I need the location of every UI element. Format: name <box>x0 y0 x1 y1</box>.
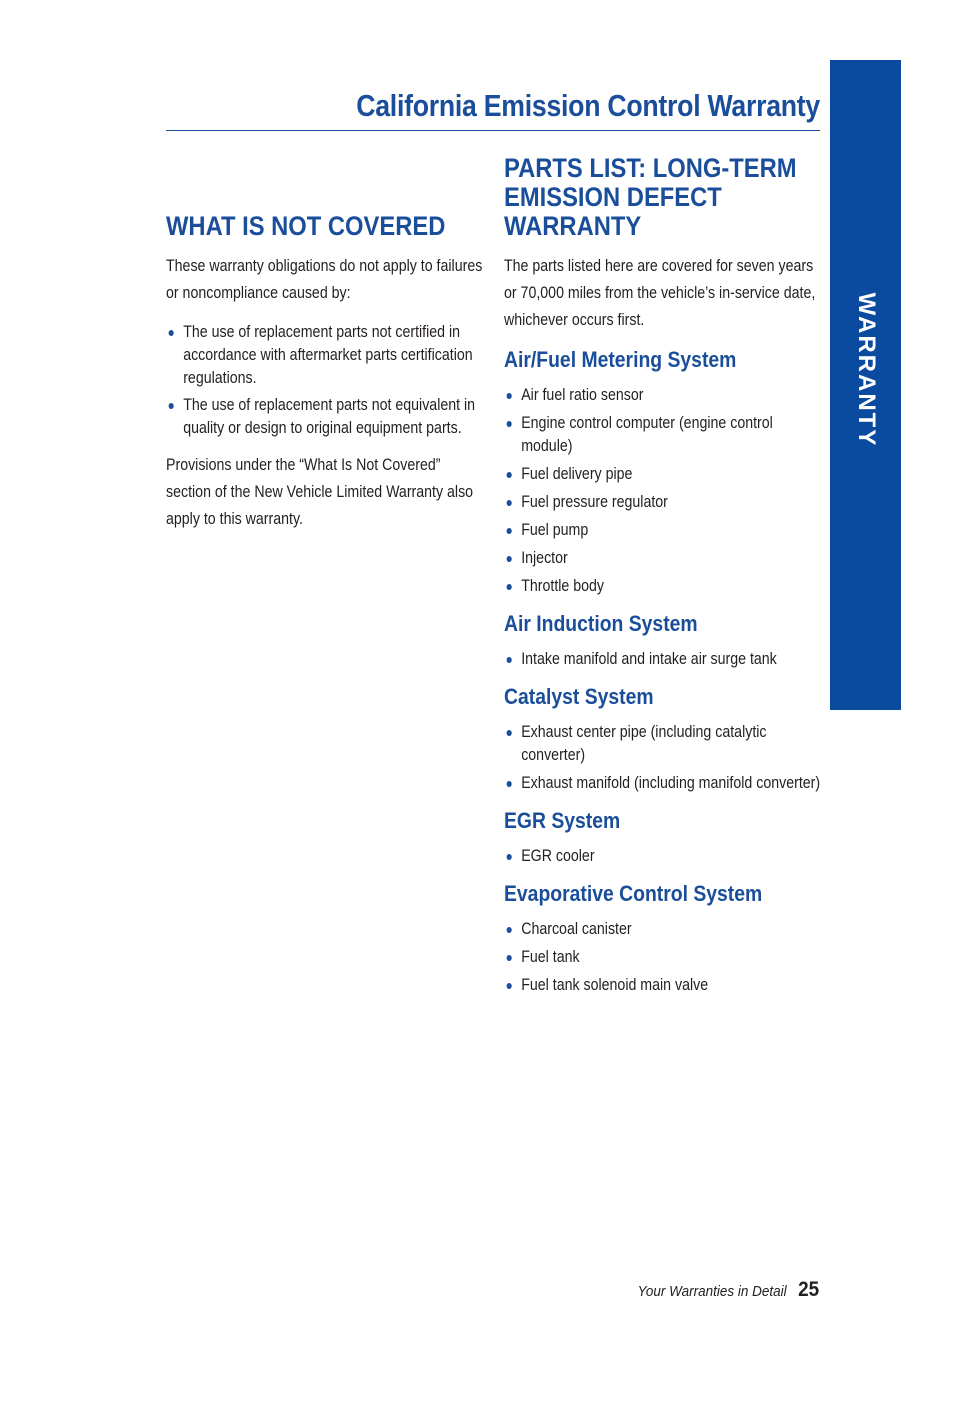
page-footer <box>621 1278 820 1302</box>
bullet-icon <box>507 781 512 787</box>
list-item <box>504 575 820 598</box>
list-item <box>504 519 820 542</box>
heading-line: EMISSION DEFECT <box>504 182 722 212</box>
list-item-text: Fuel tank solenoid main valve <box>521 976 709 994</box>
list-item-text: Fuel delivery pipe <box>521 465 633 483</box>
bullet-icon <box>507 528 512 534</box>
bullet-icon <box>507 500 512 506</box>
section-air-fuel-metering <box>504 348 824 598</box>
bullet-icon <box>507 983 512 989</box>
list-item <box>504 721 820 767</box>
bullet-icon <box>169 403 174 409</box>
list-item <box>504 491 820 514</box>
list-item-text: Exhaust center pipe (including catalytic converter) <box>521 723 767 764</box>
list-item <box>504 974 820 997</box>
list-item-text: Intake manifold and intake air surge tank <box>521 650 777 668</box>
left-column <box>166 212 486 533</box>
section-catalyst <box>504 685 824 795</box>
bullet-icon <box>507 421 512 427</box>
page-number: 25 <box>797 1278 819 1301</box>
heading-line: PARTS LIST: LONG-TERM <box>504 153 797 183</box>
list-item <box>166 394 482 440</box>
list-item <box>504 384 820 407</box>
not-covered-list <box>166 321 486 440</box>
subsection-title: EGR System <box>504 808 621 833</box>
bullet-icon <box>507 584 512 590</box>
list-item <box>504 547 820 570</box>
section-evaporative-control <box>504 882 824 997</box>
section-egr <box>504 809 824 868</box>
parts-list-heading <box>504 154 824 241</box>
right-column <box>504 154 824 997</box>
list-item-text: Engine control computer (engine control module) <box>521 414 773 455</box>
list-item-text: Fuel tank <box>521 948 580 966</box>
heading-line: WARRANTY <box>504 211 642 241</box>
parts-list <box>504 918 824 997</box>
list-item-text: EGR cooler <box>521 847 595 865</box>
side-tab <box>830 60 901 710</box>
bullet-icon <box>169 330 174 336</box>
list-item-text: The use of replacement parts not certified in accordance with aftermarket parts certification regulations. <box>183 323 473 387</box>
side-tab-label: WARRANTY <box>852 292 880 448</box>
list-item <box>504 946 820 969</box>
list-item-text: Injector <box>521 549 568 567</box>
list-item-text: Air fuel ratio sensor <box>521 386 644 404</box>
closing-paragraph: Provisions under the “What Is Not Covered” section of the New Vehicle Limited Warranty also apply to this warranty. <box>166 456 474 528</box>
subsection-title: Air Induction System <box>504 611 698 636</box>
bullet-icon <box>507 657 512 663</box>
list-item <box>504 412 820 458</box>
page-header <box>166 88 820 131</box>
parts-intro-paragraph: The parts listed here are covered for seven years or 70,000 miles from the vehicle’s in-service date, whichever occurs first. <box>504 257 816 329</box>
list-item <box>504 463 820 486</box>
footer-label: Your Warranties in Detail <box>637 1283 787 1300</box>
list-item <box>504 918 820 941</box>
bullet-icon <box>507 730 512 736</box>
list-item <box>504 772 820 795</box>
parts-list <box>504 721 824 795</box>
page-title: California Emission Control Warranty <box>356 88 820 123</box>
bullet-icon <box>507 854 512 860</box>
intro-paragraph: These warranty obligations do not apply to failures or noncompliance caused by: <box>166 257 483 302</box>
list-item-text: Fuel pressure regulator <box>521 493 668 511</box>
list-item-text: Throttle body <box>521 577 605 595</box>
subsection-title: Catalyst System <box>504 684 654 709</box>
subsection-title: Evaporative Control System <box>504 881 763 906</box>
list-item-text: Fuel pump <box>521 521 589 539</box>
bullet-icon <box>507 955 512 961</box>
parts-list <box>504 845 824 868</box>
list-item <box>504 845 820 868</box>
subsection-title: Air/Fuel Metering System <box>504 347 737 372</box>
section-air-induction <box>504 612 824 671</box>
bullet-icon <box>507 393 512 399</box>
parts-list <box>504 384 824 598</box>
list-item <box>166 321 482 390</box>
bullet-icon <box>507 556 512 562</box>
list-item-text: The use of replacement parts not equivalent in quality or design to original equipment parts. <box>183 396 476 437</box>
list-item <box>504 648 820 671</box>
list-item-text: Charcoal canister <box>521 920 632 938</box>
bullet-icon <box>507 472 512 478</box>
section-heading-not-covered: WHAT IS NOT COVERED <box>166 211 446 241</box>
list-item-text: Exhaust manifold (including manifold converter) <box>521 774 821 792</box>
parts-list <box>504 648 824 671</box>
bullet-icon <box>507 927 512 933</box>
